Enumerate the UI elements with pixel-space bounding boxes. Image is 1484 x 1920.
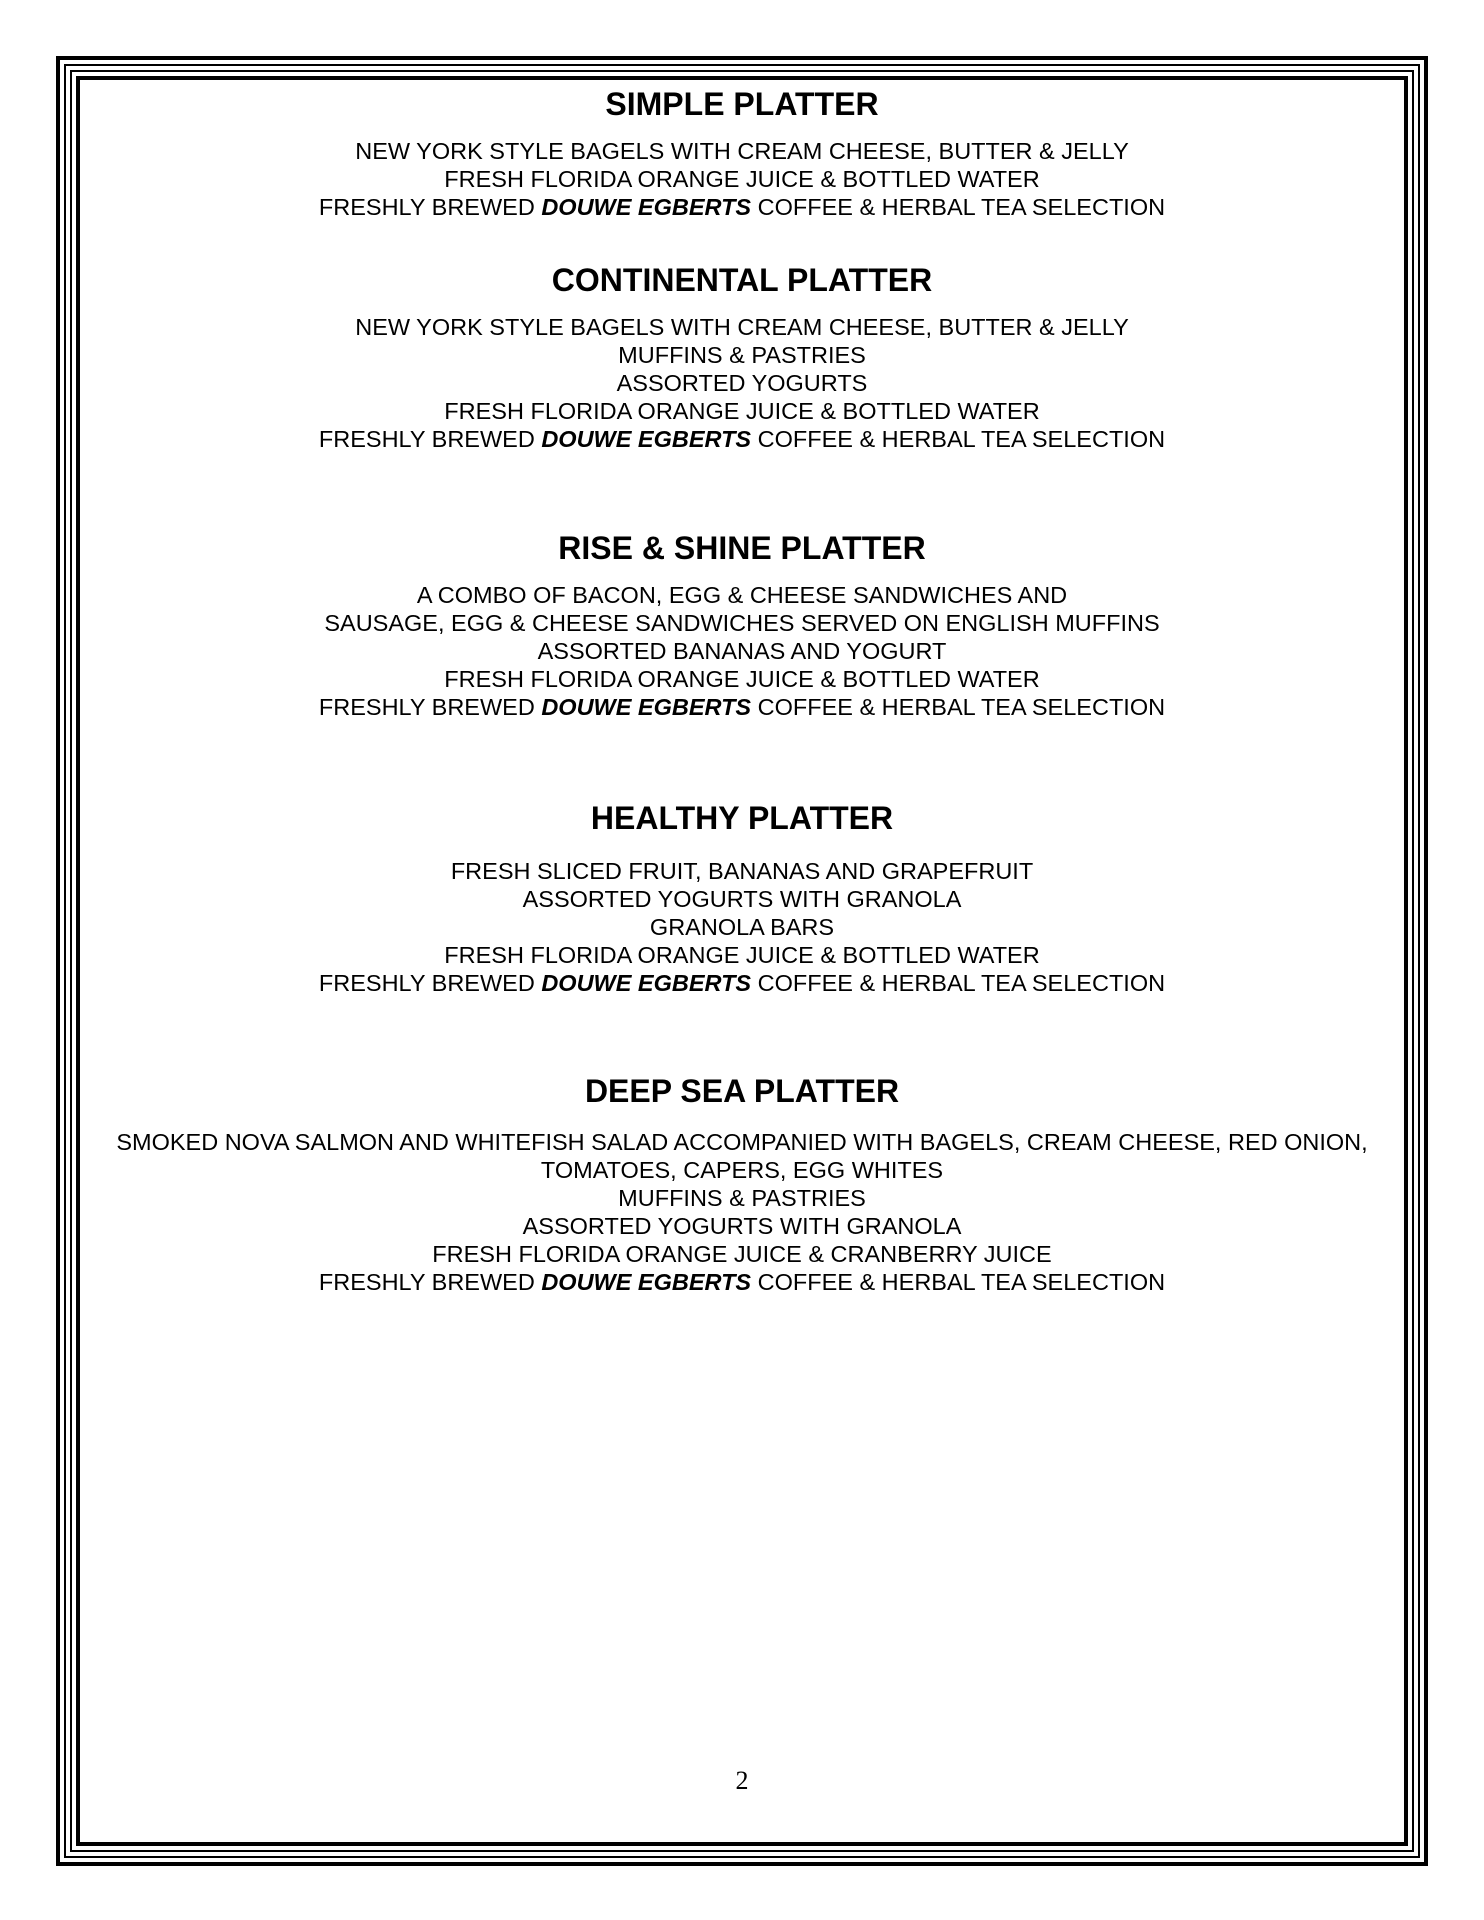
coffee-line bbox=[84, 425, 1400, 453]
section-title: RISE & SHINE PLATTER bbox=[558, 530, 926, 566]
menu-line: ASSORTED YOGURTS bbox=[616, 370, 868, 396]
section-title: HEALTHY PLATTER bbox=[590, 800, 894, 836]
coffee-brand: DOUWE EGBERTS bbox=[541, 426, 752, 452]
menu-line: NEW YORK STYLE BAGELS WITH CREAM CHEESE, BUTTER & JELLY bbox=[355, 314, 1129, 340]
menu-line: FRESH FLORIDA ORANGE JUICE & BOTTLED WATER bbox=[444, 398, 1040, 424]
menu-line: GRANOLA BARS bbox=[649, 914, 835, 940]
menu-line: MUFFINS & PASTRIES bbox=[618, 1185, 866, 1211]
menu-line: FRESH FLORIDA ORANGE JUICE & BOTTLED WATER bbox=[444, 942, 1040, 968]
menu-line: ASSORTED BANANAS AND YOGURT bbox=[537, 638, 947, 664]
coffee-brand: DOUWE EGBERTS bbox=[541, 194, 752, 220]
menu-line: FRESH FLORIDA ORANGE JUICE & BOTTLED WATER bbox=[444, 166, 1040, 192]
menu-line: FRESH FLORIDA ORANGE JUICE & BOTTLED WATER bbox=[444, 666, 1040, 692]
section-simple-platter bbox=[84, 85, 1400, 221]
coffee-brand: DOUWE EGBERTS bbox=[541, 970, 752, 996]
coffee-line bbox=[84, 969, 1400, 997]
section-continental-platter bbox=[84, 261, 1400, 453]
menu-line: NEW YORK STYLE BAGELS WITH CREAM CHEESE, BUTTER & JELLY bbox=[355, 138, 1129, 164]
coffee-suffix: COFFEE & HERBAL TEA SELECTION bbox=[751, 1269, 1166, 1295]
menu-line: SAUSAGE, EGG & CHEESE SANDWICHES SERVED ON ENGLISH MUFFINS bbox=[324, 610, 1160, 636]
page-number: 2 bbox=[735, 1766, 749, 1795]
menu-line: FRESH FLORIDA ORANGE JUICE & CRANBERRY JUICE bbox=[432, 1241, 1052, 1267]
menu-line: ASSORTED YOGURTS WITH GRANOLA bbox=[522, 1213, 962, 1239]
coffee-suffix: COFFEE & HERBAL TEA SELECTION bbox=[751, 426, 1166, 452]
coffee-line bbox=[84, 1268, 1400, 1296]
coffee-line bbox=[84, 193, 1400, 221]
section-title: DEEP SEA PLATTER bbox=[584, 1073, 900, 1109]
menu-line: TOMATOES, CAPERS, EGG WHITES bbox=[540, 1157, 944, 1183]
coffee-brand: DOUWE EGBERTS bbox=[541, 694, 752, 720]
section-rise-shine-platter bbox=[84, 529, 1400, 721]
menu-line: SMOKED NOVA SALMON AND WHITEFISH SALAD ACCOMPANIED WITH BAGELS, CREAM CHEESE, RED ONION, bbox=[116, 1129, 1368, 1155]
menu-line: MUFFINS & PASTRIES bbox=[618, 342, 866, 368]
menu-line: A COMBO OF BACON, EGG & CHEESE SANDWICHES AND bbox=[416, 582, 1068, 608]
section-title: SIMPLE PLATTER bbox=[605, 86, 879, 122]
coffee-suffix: COFFEE & HERBAL TEA SELECTION bbox=[751, 970, 1166, 996]
coffee-brand: DOUWE EGBERTS bbox=[541, 1269, 752, 1295]
menu-line: FRESH SLICED FRUIT, BANANAS AND GRAPEFRUIT bbox=[450, 858, 1034, 884]
coffee-prefix: FRESHLY BREWED bbox=[318, 970, 542, 996]
section-deep-sea-platter bbox=[84, 1072, 1400, 1296]
section-healthy-platter bbox=[84, 799, 1400, 997]
section-title: CONTINENTAL PLATTER bbox=[551, 262, 933, 298]
coffee-suffix: COFFEE & HERBAL TEA SELECTION bbox=[751, 194, 1166, 220]
coffee-prefix: FRESHLY BREWED bbox=[318, 194, 542, 220]
menu-line: ASSORTED YOGURTS WITH GRANOLA bbox=[522, 886, 962, 912]
coffee-line bbox=[84, 693, 1400, 721]
coffee-prefix: FRESHLY BREWED bbox=[318, 1269, 542, 1295]
coffee-prefix: FRESHLY BREWED bbox=[318, 426, 542, 452]
coffee-prefix: FRESHLY BREWED bbox=[318, 694, 542, 720]
coffee-suffix: COFFEE & HERBAL TEA SELECTION bbox=[751, 694, 1166, 720]
